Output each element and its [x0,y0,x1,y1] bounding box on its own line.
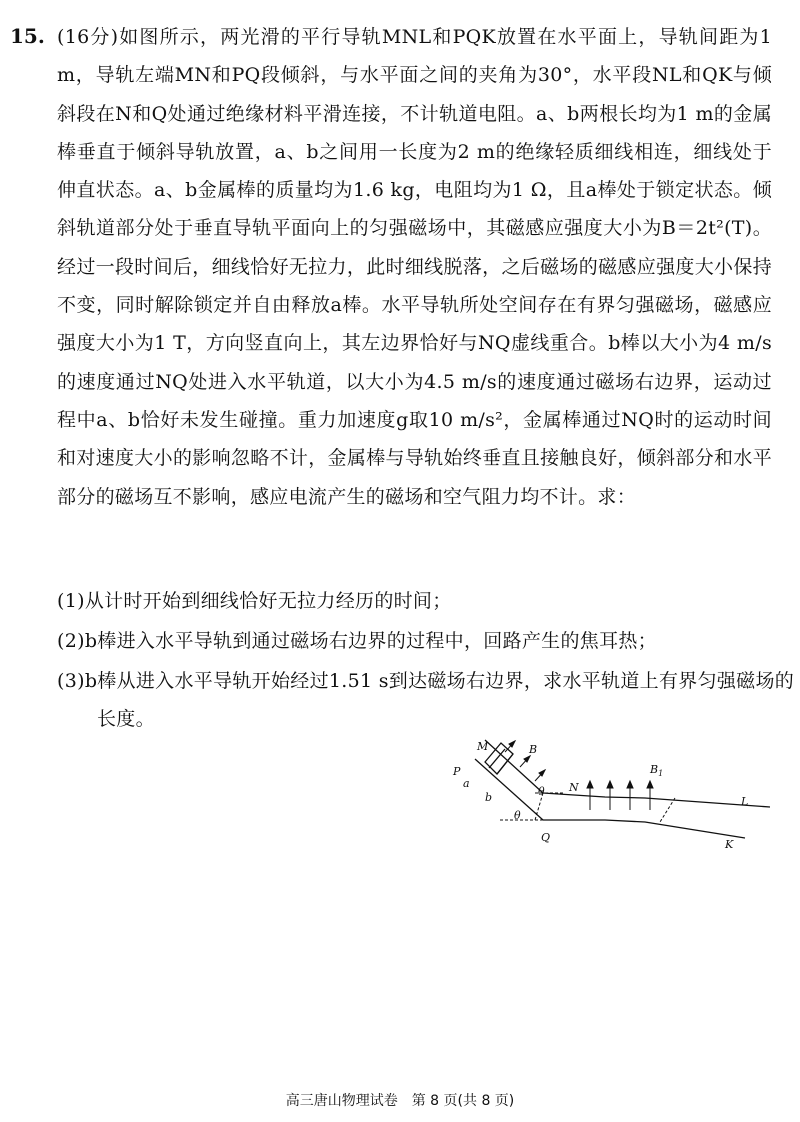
label-a: a [463,777,470,790]
dashed-lines [500,793,675,822]
sub-question-3: (3)b棒从进入水平导轨开始经过1.51 s到达磁场右边界，求水平轨道上有界匀强磁场的长度。 [57,670,795,730]
label-theta-top: θ [538,785,545,798]
label-P: P [453,765,461,778]
label-N: N [569,781,579,794]
sub-question-1: (1)从计时开始到细线恰好无拉力经历的时间； [57,590,452,612]
sub-question-2: (2)b棒进入水平导轨到通过磁场右边界的过程中，回路产生的焦耳热； [57,630,657,652]
label-B: B [529,743,538,756]
label-L: L [741,795,749,808]
page-footer: 高三唐山物理试卷 第 8 页(共 8 页) [285,1093,515,1109]
label-b: b [485,791,493,804]
rail-diagram [445,735,775,865]
incline-field-arrows [505,741,545,781]
label-theta-bottom: θ [514,809,521,822]
rails [475,740,770,838]
label-M: M [477,740,489,753]
label-Q: Q [541,831,551,844]
label-B1: $B_1$ [650,763,664,778]
question-number: 15. [10,24,45,48]
problem-statement: (16分)如图所示，两光滑的平行导轨MNL和PQK放置在水平面上，导轨间距为1 m，导轨左端MN和PQ段倾斜，与水平面之间的夹角为30°，水平段NL和QK与倾斜段在N和Q处通过绝缘材料平滑连接，不计轨道电阻。a、b两根长均为1 m的金属棒垂直于倾斜导轨放置，a、b之间用一长度为2 m的绝缘轻质细线相连，细线处于伸直状态。a、b金属棒的质量均为1.6 kg，电阻均为1 Ω，且a棒处于锁定状态。倾斜轨道部分处于垂直导轨平面向上的匀强磁场中，其磁感应强度大小为B＝2t²(T)。经过一段时间后，细线恰好无拉力，此时细线脱落，之后磁场的磁感应强度大小保持不变，同时解除锁定并自由释放a棒。水平导轨所处空间存在有界匀强磁场，磁感应强度大小为1 T，方向竖直向上，其左边界恰好与NQ虚线重合。b棒以大小为4 m/s的速度通过NQ处进入水平轨道，以大小为4.5 m/s的速度通过磁场右边界，运动过程中a、b恰好未发生碰撞。重力加速度g取10 m/s²，金属棒通过NQ时的运动时间和对速度大小的影响忽略不计，金属棒与导轨始终垂直且接触良好，倾斜部分和水平部分的磁场互不影响，感应电流产生的磁场和空气阻力均不计。求： [57,26,772,508]
label-K: K [725,838,734,851]
horizontal-field-arrows [587,781,653,810]
